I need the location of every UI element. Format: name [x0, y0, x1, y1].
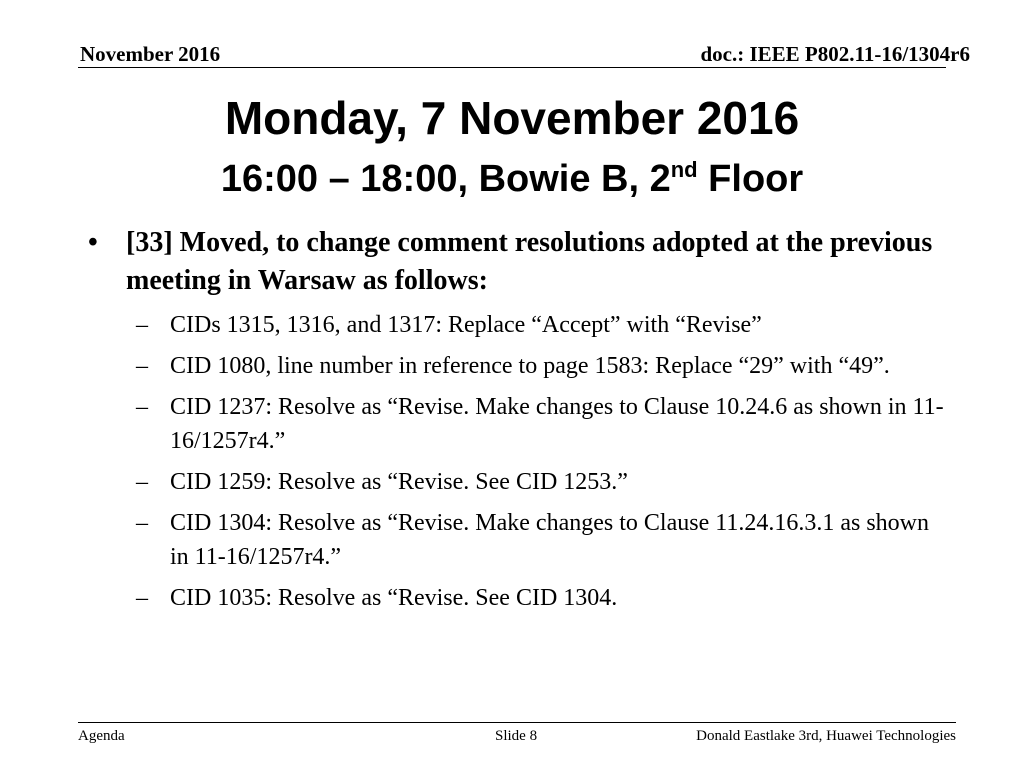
dash-marker: –	[136, 510, 148, 536]
dash-marker: –	[136, 469, 148, 495]
dash-marker: –	[136, 585, 148, 611]
sub-bullet-text: CID 1080, line number in reference to page 1583: Replace “29” with “49”.	[170, 353, 890, 379]
sub-bullet-text: CIDs 1315, 1316, and 1317: Replace “Accept” with “Revise”	[170, 312, 762, 338]
dash-marker: –	[136, 394, 148, 420]
footer-section: Agenda	[78, 728, 125, 744]
sub-bullet-text: CID 1237: Resolve as “Revise. Make changes to Clause 10.24.6 as shown in 11-16/1257r4.”	[170, 394, 944, 454]
header-doc-id: doc.: IEEE P802.11-16/1304r6	[700, 42, 970, 66]
sub-bullet-item	[128, 581, 950, 615]
slide-content	[84, 224, 954, 622]
header-date: November 2016	[80, 42, 221, 66]
main-bullet-text: [33] Moved, to change comment resolutions adopted at the previous meeting in Warsaw as follows:	[126, 227, 933, 296]
sub-bullet-item	[128, 506, 950, 574]
dash-marker: –	[136, 312, 148, 338]
main-bullet	[84, 224, 954, 300]
sub-bullet-item	[128, 465, 950, 499]
subtitle-main: 16:00 – 18:00, Bowie B, 2	[220, 158, 671, 200]
sub-bullet-text: CID 1304: Resolve as “Revise. Make changes to Clause 11.24.16.3.1 as shown in 11-16/1257r4.”	[170, 510, 929, 570]
dash-marker: –	[136, 353, 148, 379]
slide-title: Monday, 7 November 2016	[224, 92, 800, 144]
subtitle-tail: Floor	[697, 158, 804, 200]
slide-subtitle	[0, 155, 1024, 203]
sub-bullet-item	[128, 390, 950, 458]
sub-bullet-text: CID 1259: Resolve as “Revise. See CID 1253.”	[170, 469, 628, 495]
footer-author: Donald Eastlake 3rd, Huawei Technologies	[696, 728, 956, 744]
header-divider	[78, 67, 946, 68]
bullet-marker: •	[88, 227, 98, 258]
sub-bullet-item	[128, 349, 950, 383]
sub-bullet-item	[128, 308, 950, 342]
footer-divider	[78, 722, 956, 723]
sub-bullet-text: CID 1035: Resolve as “Revise. See CID 1304.	[170, 585, 618, 611]
sub-bullet-list	[84, 308, 954, 615]
subtitle-superscript: nd	[670, 157, 698, 182]
footer-slide-number: Slide 8	[495, 728, 538, 744]
